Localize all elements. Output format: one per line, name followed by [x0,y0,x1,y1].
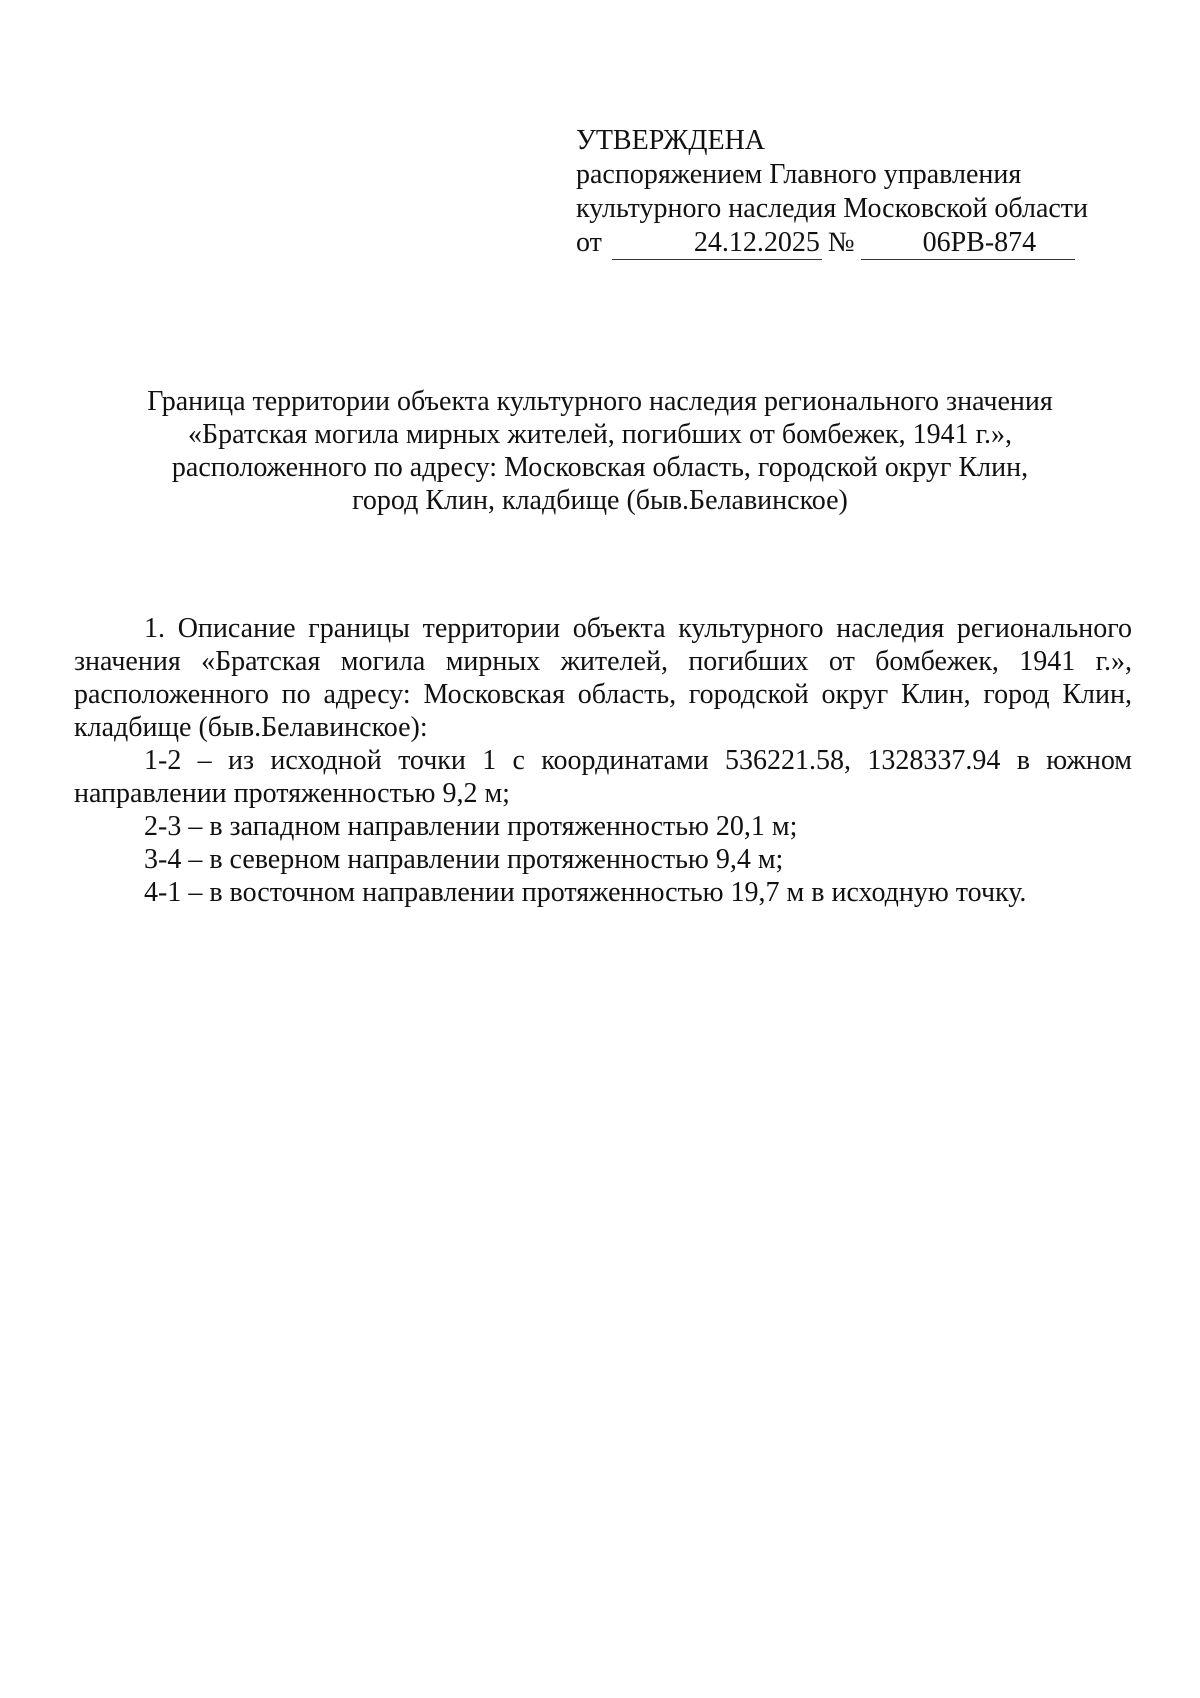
document-title [80,385,1120,517]
approval-number: 06РВ-874 [861,226,1075,260]
date-prefix: от [576,227,602,258]
number-sign: № [827,227,855,258]
paragraph-segment-1-2: 1-2 – из исходной точки 1 с координатами 536221.58, 1328337.94 в южном направлении протяженностью 9,2 м; [74,745,1132,809]
title-line-2: «Братская могила мирных жителей, погибших от бомбежек, 1941 г.», [188,419,1012,450]
approval-heading: УТВЕРЖДЕНА [576,125,766,156]
approval-line-2: распоряжением Главного управления [576,159,1022,190]
approval-date: 24.12.2025 [612,226,822,260]
approval-stamp [576,124,1136,260]
approval-date-line [576,226,1136,260]
paragraph-segment-2-3: 2-3 – в западном направлении протяженностью 20,1 м; [144,811,798,842]
paragraph-segment-4-1: 4-1 – в восточном направлении протяженностью 19,7 м в исходную точку. [144,877,1027,908]
paragraph-segment-3-4: 3-4 – в северном направлении протяженностью 9,4 м; [144,844,784,875]
title-line-3: расположенного по адресу: Московская область, городской округ Клин, [171,452,1029,483]
document-body [74,612,1132,909]
title-line-1: Граница территории объекта культурного наследия регионального значения [147,386,1053,417]
approval-line-3: культурного наследия Московской области [576,193,1089,224]
title-line-4: город Клин, кладбище (быв.Белавинское) [352,485,848,516]
paragraph-description: 1. Описание границы территории объекта культурного наследия регионального значения «Братская могила мирных жителей, погибших от бомбежек, 1941 г.», расположенного по адресу: Московская область, городской округ Клин, город Клин, кладбище (быв.Белавинское): [74,613,1132,743]
